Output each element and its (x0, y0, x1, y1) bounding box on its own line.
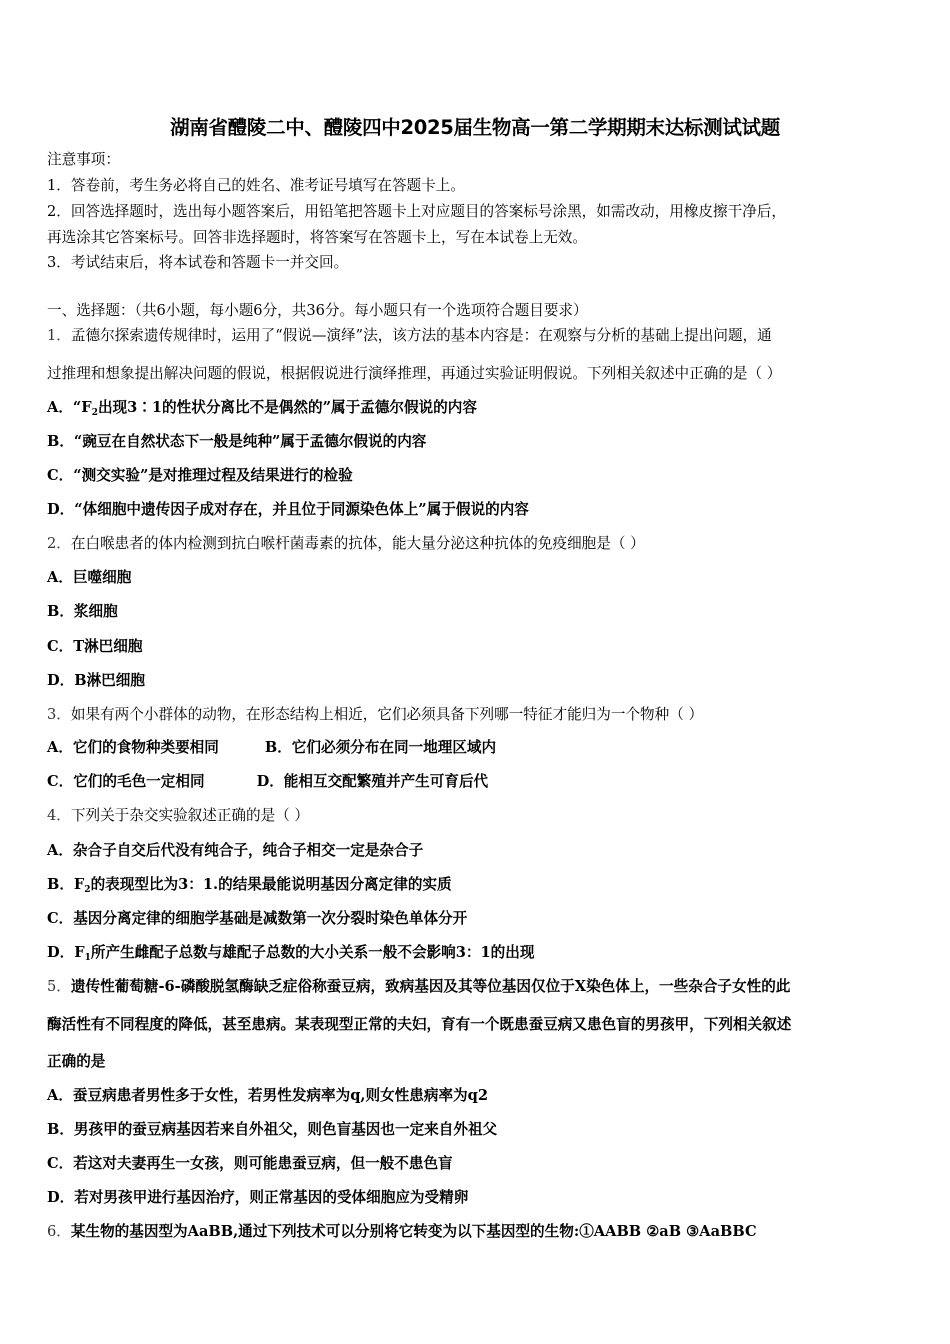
q1-option-a-post: 出现3∶1的性状分离比不是偶然的”属于孟德尔假说的内容 (97, 399, 477, 416)
q3-stem (47, 705, 703, 725)
q4-option-a: A．杂合子自交后代没有纯合子，纯合子相交一定是杂合子 (47, 842, 424, 859)
q1-number: 1． (47, 327, 71, 344)
q6-number: 6． (47, 1223, 71, 1240)
q3-options-cd (47, 772, 488, 792)
q4-option-d-pre: D．F (47, 944, 85, 961)
q3-number: 3． (47, 706, 71, 723)
q1-stem-line1 (47, 326, 772, 346)
q3-option-d: D．能相互交配繁殖并产生可育后代 (256, 773, 489, 790)
q3-option-b: B．它们必须分布在同一地理区域内 (264, 739, 497, 756)
q1-option-a-pre: A．“F (47, 399, 92, 416)
q2-option-c: C．T淋巴细胞 (47, 638, 143, 655)
q5-option-a: A．蚕豆病患者男性多于女性，若男性发病率为q,则女性患病率为q2 (47, 1087, 489, 1104)
q2-stem-text: 在白喉患者的体内检测到抗白喉杆菌毒素的抗体，能大量分泌这种抗体的免疫细胞是（ ） (70, 535, 645, 552)
q6-stem (47, 1222, 757, 1242)
notice-item-3: 3．考试结束后，将本试卷和答题卡一并交回。 (47, 254, 349, 271)
q2-option-d: D．B淋巴细胞 (47, 672, 145, 689)
q4-stem-text: 下列关于杂交实验叙述正确的是（ ） (70, 807, 310, 824)
q4-option-b-post: 的表现型比为3：1.的结果最能说明基因分离定律的实质 (90, 876, 452, 893)
q2-number: 2． (47, 535, 71, 552)
q4-option-b-sub: 2 (84, 885, 91, 895)
q4-option-d-post: 所产生雌配子总数与雄配子总数的大小关系一般不会影响3：1的出现 (90, 944, 535, 961)
q1-stem-text: 孟德尔探索遗传规律时，运用了“假说—演绎”法，该方法的基本内容是：在观察与分析的基础上提出问题，通 (70, 327, 772, 344)
notice-item-1: 1．答卷前，考生务必将自己的姓名、准考证号填写在答题卡上。 (47, 177, 465, 194)
q1-option-d: D．“体细胞中遗传因子成对存在，并且位于同源染色体上”属于假说的内容 (47, 501, 529, 518)
notice-item-2-cont: 再选涂其它答案标号。回答非选择题时，将答案写在答题卡上，写在本试卷上无效。 (47, 229, 587, 246)
q4-number: 4． (47, 807, 71, 824)
q5-option-d: D．若对男孩甲进行基因治疗，则正常基因的受体细胞应为受精卵 (47, 1189, 469, 1206)
q4-option-d-sub: 1 (84, 953, 91, 963)
q3-stem-text: 如果有两个小群体的动物，在形态结构上相近，它们必须具备下列哪一特征才能归为一个物种（ ） (70, 706, 704, 723)
q3-options-ab (47, 738, 496, 758)
q2-option-a: A．巨噬细胞 (47, 569, 132, 586)
q1-option-c: C．“测交实验”是对推理过程及结果进行的检验 (47, 467, 353, 484)
q3-option-a: A．它们的食物种类要相同 (47, 739, 219, 756)
notice-item-2: 2．回答选择题时，选出每小题答案后，用铅笔把答题卡上对应题目的答案标号涂黑，如需改动，用橡皮擦干净后， (47, 203, 786, 220)
q5-number: 5． (47, 978, 71, 995)
q1-stem-line2: 过推理和想象提出解决问题的假说，根据假说进行演绎推理，再通过实验证明假说。下列相关叙述中正确的是（ ） (47, 365, 782, 382)
notice-heading: 注意事项： (47, 151, 120, 168)
q3-option-c: C．它们的毛色一定相同 (47, 773, 205, 790)
q5-stem-line1 (47, 977, 790, 997)
q6-stem-text: 某生物的基因型为AaBB,通过下列技术可以分别将它转变为以下基因型的生物:①AABB ②aB ③AaBBC (70, 1223, 757, 1240)
q4-option-b (47, 875, 452, 895)
q4-stem (47, 806, 309, 826)
q5-stem-line3: 正确的是 (47, 1053, 106, 1070)
page-title: 湖南省醴陵二中、醴陵四中2025届生物高一第二学期期末达标测试试题 (170, 116, 780, 139)
section-heading: 一、选择题：（共6小题，每小题6分，共36分。每小题只有一个选项符合题目要求） (47, 302, 588, 319)
q5-option-b: B．男孩甲的蚕豆病基因若来自外祖父，则色盲基因也一定来自外祖父 (47, 1121, 498, 1138)
q2-stem (47, 534, 645, 554)
q2-option-b: B．浆细胞 (47, 603, 118, 620)
q1-option-a-sub: 2 (91, 408, 98, 418)
q5-option-c: C．若这对夫妻再生一女孩，则可能患蚕豆病，但一般不患色盲 (47, 1155, 453, 1172)
q1-option-a (47, 398, 477, 418)
q5-stem-text: 遗传性葡萄糖-6-磷酸脱氢酶缺乏症俗称蚕豆病，致病基因及其等位基因仅位于X染色体上，一些杂合子女性的此 (70, 978, 791, 995)
q5-stem-line2: 酶活性有不同程度的降低，甚至患病。某表现型正常的夫妇，育有一个既患蚕豆病又患色盲的男孩甲，下列相关叙述 (47, 1016, 792, 1033)
q4-option-c: C．基因分离定律的细胞学基础是减数第一次分裂时染色单体分开 (47, 910, 468, 927)
q4-option-b-pre: B．F (47, 876, 85, 893)
q4-option-d (47, 943, 534, 963)
q1-option-b: B．“豌豆在自然状态下一般是纯种”属于孟德尔假说的内容 (47, 433, 427, 450)
